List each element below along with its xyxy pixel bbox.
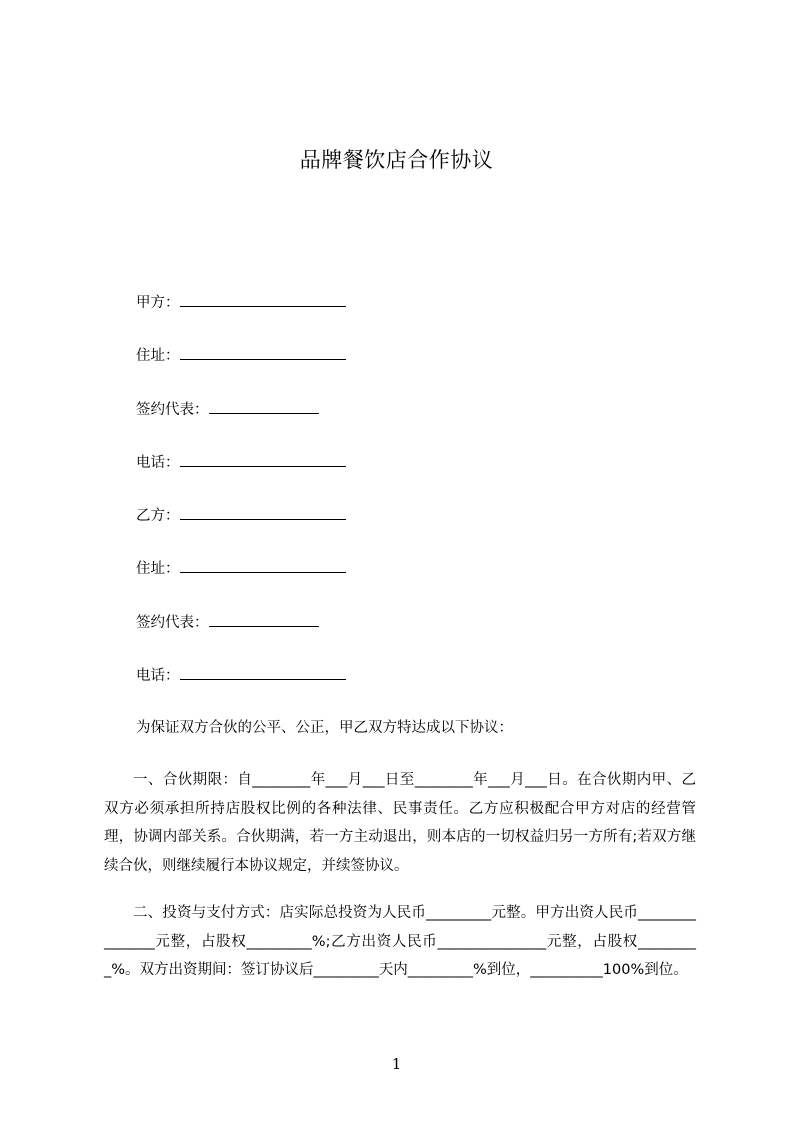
party-b-phone-label: 电话：	[136, 668, 180, 684]
party-a-rep-field	[136, 399, 319, 420]
party-a-address-blank	[180, 345, 346, 360]
party-a-rep-label: 签约代表：	[136, 402, 209, 418]
party-a-phone-field	[136, 452, 346, 473]
party-b-phone-blank	[180, 665, 346, 680]
party-a-field	[136, 292, 346, 313]
party-a-address-field	[136, 345, 346, 366]
page-title: 品牌餐饮店合作协议	[299, 148, 494, 172]
party-a-rep-blank	[209, 399, 319, 414]
party-b-rep-label: 签约代表：	[136, 615, 209, 631]
party-a-phone-label: 电话：	[136, 455, 180, 471]
party-b-rep-field	[136, 612, 319, 633]
party-a-blank	[180, 292, 346, 307]
intro-paragraph: 为保证双方合伙的公平、公正，甲乙双方特达成以下协议：	[136, 720, 513, 736]
clause-1-term: 一、合伙期限：自________年___月___日至________年___月___日。在合伙期内甲、乙双方必须承担所持店股权比例的各种法律、民事责任。乙方应积极配合甲方对店的经营管理，协调内部关系。合伙期满，若一方主动退出，则本店的一切权益归另一方所有;若双方继续合伙，则继续履行本协议规定，并续签协议。	[104, 772, 696, 874]
party-a-phone-blank	[180, 452, 346, 467]
clause-2-investment: 二、投资与支付方式：店实际总投资为人民币_________元整。甲方出资人民币_______________元整，占股权_________%;乙方出资人民币_______________元整，占股权_________%。双方出资期间：签订协议后_________天内_________%到位，__________100%到位。	[104, 905, 696, 978]
party-b-field	[136, 505, 346, 526]
party-b-rep-blank	[209, 612, 319, 627]
party-b-address-blank	[180, 558, 346, 573]
party-b-address-label: 住址：	[136, 561, 180, 577]
party-b-phone-field	[136, 665, 346, 686]
party-b-blank	[180, 505, 346, 520]
party-b-label: 乙方：	[136, 508, 180, 524]
party-a-address-label: 住址：	[136, 348, 180, 364]
party-b-address-field	[136, 558, 346, 579]
party-a-label: 甲方：	[136, 295, 180, 311]
page-number: 1	[391, 1055, 402, 1073]
